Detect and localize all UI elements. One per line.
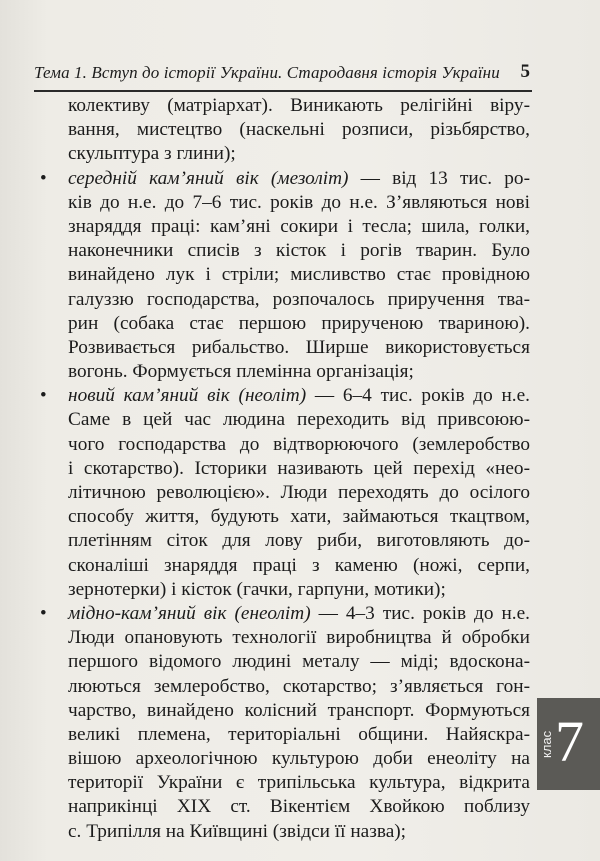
bullet-icon: •: [40, 602, 47, 624]
bullet-icon: •: [40, 167, 47, 189]
grade-tab-label: клас: [539, 730, 554, 758]
text-line: і скотарство). Історики називають цей перехід «нео-: [68, 457, 530, 479]
header-title: Тема 1. Вступ до історії України. Стародавня історія України: [34, 63, 500, 82]
text-line: наконечники списів з кісток і рогів тварин. Було: [68, 240, 530, 262]
text-line: вогонь. Формується племінна організація;: [68, 361, 414, 383]
text-line: першого відомого людині металу — міді; вдоскона-: [68, 651, 530, 673]
text-line: рин (собака стає першою прирученою твариною).: [68, 312, 530, 334]
text-line: Люди опановують технології виробництва й обробки: [68, 627, 530, 649]
text-line: чарство, винайдено колісний транспорт. Формуються: [68, 699, 530, 721]
item-term-rest: — від 13 тис. ро-: [348, 167, 530, 189]
item-term: мідно-кам’яний вік (енеоліт): [68, 602, 311, 624]
body-text: [40, 94, 531, 844]
text-line: ків до н.е. до 7–6 тис. років до н.е. З’являються нові: [68, 191, 530, 213]
text-line: люються землеробство, скотарство; з’являється гон-: [68, 675, 530, 697]
text-line: плетінням сіток для лову риби, виготовляють до-: [68, 530, 530, 552]
bullet-list: [40, 167, 531, 844]
grade-tab-number: 7: [555, 709, 584, 774]
text-line: сконаліші знаряддя праці з каменю (ножі, серпи,: [68, 554, 530, 576]
text-line: Саме в цей час людина переходить від привсоюю-: [68, 409, 530, 431]
text-line: наприкінці XIX ст. Вікентієм Хвойкою поблизу: [68, 796, 530, 818]
intro-paragraph: [68, 94, 530, 167]
text-line: колективу (матріархат). Виникають релігійні віру-: [68, 95, 530, 116]
item-term-rest: — 6–4 тис. років до н.е.: [306, 385, 531, 407]
text-line: вішою археологічною культурою доби енеоліту на: [68, 748, 530, 770]
text-line: галуззю господарства, розпочалось приручення тва-: [68, 288, 530, 310]
item-term: середній кам’яний вік (мезоліт): [68, 167, 349, 189]
text-line: літичною революцією». Люди переходять до осілого: [68, 482, 530, 503]
text-line: знаряддя праці: кам’яні сокири і тесла; шила, голки,: [68, 215, 530, 237]
list-item: [40, 384, 531, 602]
text-line: вання, мистецтво (наскельні розписи, різьбярство,: [68, 119, 530, 141]
item-term-rest: — 4–3 тис. років до н.е.: [310, 602, 531, 624]
running-header: [34, 60, 532, 92]
text-line: скульптура з глини);: [68, 143, 236, 165]
text-line: зернотерки) і кісток (гачки, гарпуни, мотики);: [68, 578, 446, 600]
text-line: великі племена, територіальні общини. Найяскра-: [68, 723, 530, 745]
list-item: [40, 167, 530, 385]
page-number: 5: [520, 61, 530, 82]
text-line: Розвивається рибальство. Ширше використовується: [68, 336, 530, 358]
text-line: винайдено лук і стріли; мисливство стає провідною: [68, 264, 530, 286]
text-line: способу життя, будують хати, займаються ткацтвом,: [68, 506, 530, 528]
bullet-icon: •: [40, 385, 47, 407]
grade-tab: [537, 698, 600, 790]
item-first-line: [68, 384, 530, 408]
item-first-line: [68, 167, 530, 191]
item-term: новий кам’яний вік (неоліт): [68, 385, 307, 407]
text-line: території України є трипільська культура, відкрита: [68, 772, 530, 794]
item-first-line: [68, 602, 530, 626]
list-item: [40, 602, 531, 844]
text-line: чого господарства до відтворюючого (землеробство: [68, 433, 530, 455]
text-line: с. Трипілля на Київщині (звідси її назва);: [68, 820, 407, 842]
